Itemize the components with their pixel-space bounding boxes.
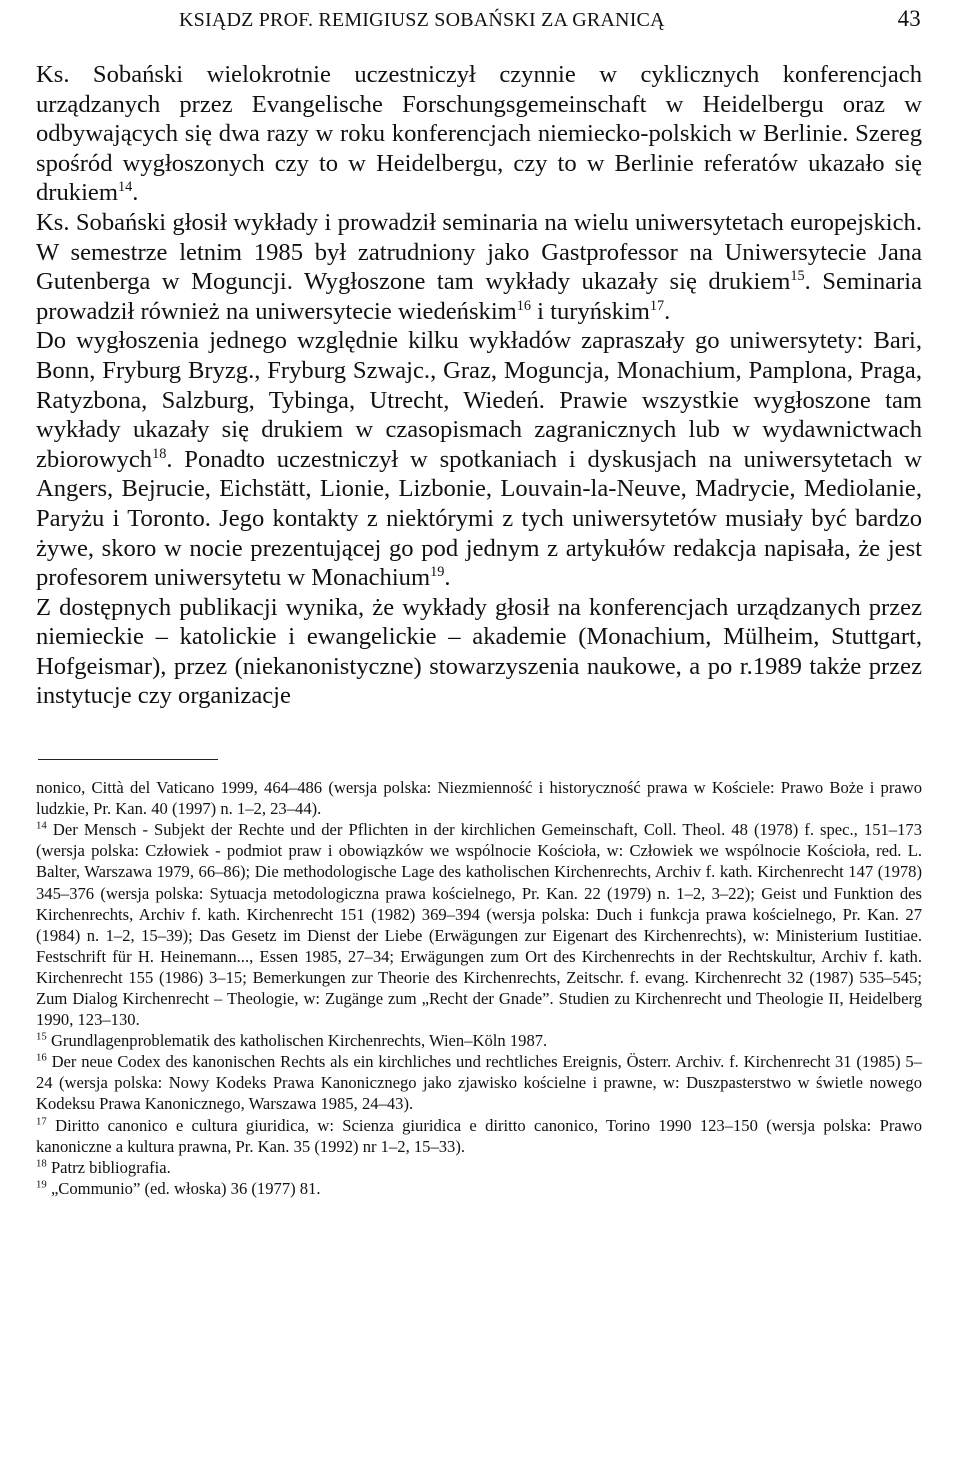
paragraph-1 bbox=[36, 60, 922, 208]
paragraph-text: Z dostępnych publikacji wynika, że wykłady głosił na konferencjach urządzanych przez niemieckie – katolickie i ewangelickie – akademie (Monachium, Mülheim, Stuttgart, Hofgeismar), przez (niekanonistyczne) stowarzyszenia naukowe, a po r.1989 także przez instytucje czy organizacje bbox=[36, 593, 922, 710]
footnote-text: Grundlagenproblematik des katholischen Kirchenrechts, Wien–Köln 1987. bbox=[50, 1031, 548, 1051]
punctuation: . bbox=[664, 297, 671, 325]
footnote-mark: 16 bbox=[36, 1051, 47, 1064]
paragraph-text: i turyńskim bbox=[531, 297, 650, 325]
footnote-separator bbox=[38, 759, 218, 760]
footnote-mark: 15 bbox=[36, 1030, 47, 1043]
footnote-16 bbox=[36, 1051, 922, 1114]
footnote-mark: 18 bbox=[36, 1157, 47, 1170]
footnote-15 bbox=[36, 1030, 922, 1051]
footnote-19 bbox=[36, 1178, 922, 1199]
running-title: KSIĄDZ PROF. REMIGIUSZ SOBAŃSKI ZA GRANICĄ bbox=[179, 9, 665, 31]
paragraph-2 bbox=[36, 208, 922, 326]
footnotes bbox=[36, 777, 922, 1199]
footnote-text: Diritto canonico e cultura giuridica, w: Scienza giuridica e diritto canonico, Torino 1990 123–150 (wersja polska: Prawo kanoniczne a kultura prawna, Pr. Kan. 35 (1992) nr 1–2, 15–33). bbox=[36, 1115, 922, 1156]
footnote-ref-18[interactable]: 18 bbox=[152, 445, 167, 462]
footnote-ref-15[interactable]: 15 bbox=[790, 267, 805, 284]
footnote-18 bbox=[36, 1157, 922, 1178]
footnote-text: Der Mensch - Subjekt der Rechte und der Pflichten in der kirchlichen Gemeinschaft, Coll. Theol. 48 (1978) f. spec., 151–173 (wersja polska: Człowiek - podmiot praw i obowiązków we wspólnocie Kościoła, w: Człowiek we wspólnocie Kościoła, red. L. Balter, Warszawa 1979, 66–86); Die methodologische Lage des katholischen Kirchenrechts, Archiv f. kath. Kirchenrecht 147 (1978) 345–376 (wersja polska: Sytuacja metodologiczna prawa kościelnego, Pr. Kan. 22 (1979) n. 1–2, 3–22); Geist und Funktion des Kirchenrechts, Archiv f. kath. Kirchenrecht 151 (1982) 369–394 (wersja polska: Duch i funkcja prawa kościelnego, Pr. Kan. 27 (1984) n. 1–2, 15–39); Das Gesetz im Dienst der Liebe (Erwägungen zur Eigenart des Kirchenrechts), w: Ministerium Iustitiae. Festschrift für H. Heinemann..., Essen 1985, 27–34; Erwägungen zum Ort des Kirchenrechts in der Rechtskultur, Archiv f. kath. Kirchenrecht 155 (1986) 3–15; Bemerkungen zur Theorie des Kirchenrechts, Zeitschr. f. evang. Kirchenrecht 32 (1987) 535–545; Zum Dialog Kirchenrecht – Theologie, w: Zugänge zum „Recht der Gnade”. Studien zu Kirchenrecht und Theologie II, Heidelberg 1990, 123–130. bbox=[36, 820, 922, 1030]
running-header bbox=[36, 6, 922, 48]
footnote-ref-19[interactable]: 19 bbox=[430, 563, 445, 580]
paragraph-text: . Ponadto uczestniczył w spotkaniach i dyskusjach na uniwersytetach w Angers, Bejrucie, Eichstätt, Lionie, Lizbonie, Louvain-la-Neuve, Madrycie, Mediolanie, Paryżu i Toronto. Jego kontakty z niektórymi z tych uniwersytetów musiały być bardzo żywe, skoro w nocie prezentującej go pod jednym z artykułów redakcja napisała, że jest profesorem uniwersytetu w Monachium bbox=[36, 445, 922, 592]
footnote-14 bbox=[36, 819, 922, 1030]
footnote-17 bbox=[36, 1115, 922, 1157]
page-number: 43 bbox=[897, 6, 921, 31]
footnote-text: Der neue Codex des kanonischen Rechts als ein kirchliches und rechtliches Ereignis, Österr. Archiv. f. Kirchenrecht 31 (1985) 5–24 (wersja polska: Nowy Kodeks Prawa Kanonicznego jako zjawisko kościelne i prawne, w: Duszpasterstwo w świetle nowego Kodeksu Prawa Kanonicznego, Warszawa 1985, 24–43). bbox=[36, 1052, 922, 1114]
punctuation: . bbox=[132, 179, 139, 207]
footnote-mark: 19 bbox=[36, 1178, 47, 1191]
footnote-mark: 17 bbox=[36, 1115, 47, 1128]
paragraph-3 bbox=[36, 326, 922, 592]
paragraph-4 bbox=[36, 593, 922, 711]
punctuation: . bbox=[444, 564, 451, 592]
paragraph-text: . Seminaria prowadził również na uniwersytecie wiedeńskim bbox=[36, 268, 922, 325]
footnote-ref-17[interactable]: 17 bbox=[649, 297, 665, 314]
footnote-text: „Communio” (ed. włoska) 36 (1977) 81. bbox=[50, 1178, 321, 1198]
paragraph-text: Ks. Sobański głosił wykłady i prowadził seminaria na wielu uniwersytetach europejskich. W semestrze letnim 1985 był zatrudniony jako Gastprofessor na Uniwersytecie Jana Gutenberga w Moguncji. Wygłoszone tam wykłady ukazały się drukiem bbox=[36, 208, 922, 296]
paragraph-text: Ks. Sobański wielokrotnie uczestniczył czynnie w cyklicznych konferencjach urządzanych przez Evangelische Forschungsgemeinschaft w Heidelbergu oraz w odbywających się dwa razy w roku konferencjach niemiecko-polskich w Berlinie. Szereg spośród wygłoszonych czy to w Heidelbergu, czy to w Berlinie referatów ukazało się drukiem bbox=[36, 61, 922, 207]
footnote-continuation: nonico, Città del Vaticano 1999, 464–486 (wersja polska: Niezmienność i historyczność prawa w Kościele: Prawo Boże i prawo ludzkie, Pr. Kan. 40 (1997) n. 1–2, 23–44). bbox=[36, 778, 922, 819]
footnote-ref-16[interactable]: 16 bbox=[516, 297, 532, 314]
main-text bbox=[36, 60, 922, 711]
paragraph-text: Do wygłoszenia jednego względnie kilku wykładów zapraszały go uniwersytety: Bari, Bonn, Fryburg Bryzg., Fryburg Szwajc., Graz, Moguncja, Monachium, Pamplona, Praga, Ratyzbona, Salzburg, Tybinga, Utrecht, Wiedeń. Prawie wszystkie wygłoszone tam wykłady ukazały się drukiem w czasopismach zagranicznych lub w wydawnictwach zbiorowych bbox=[36, 327, 922, 473]
footnote-mark: 14 bbox=[36, 819, 47, 832]
footnote-text: Patrz bibliografia. bbox=[50, 1157, 171, 1177]
footnote-ref-14[interactable]: 14 bbox=[117, 179, 133, 196]
